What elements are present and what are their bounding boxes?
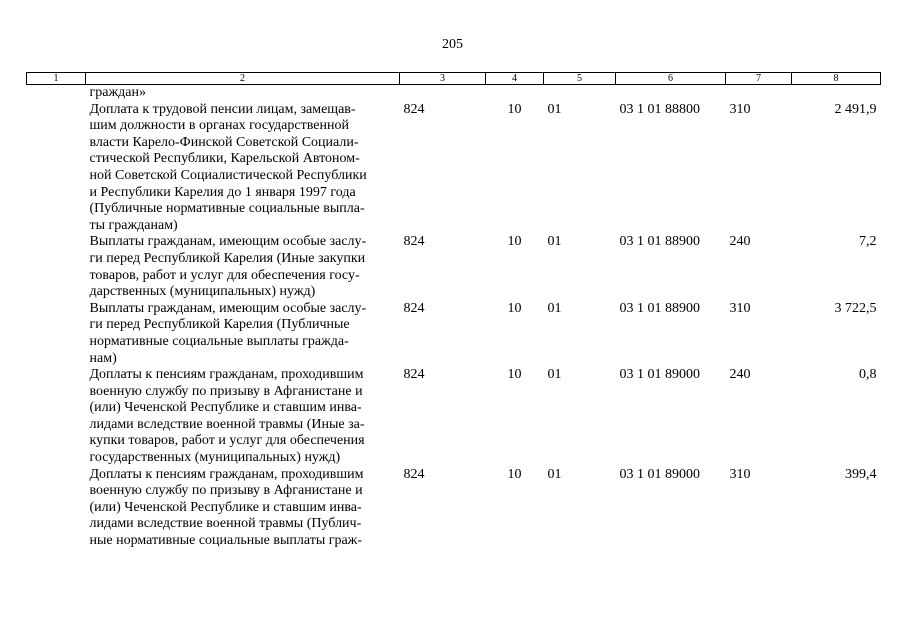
item-name-line: стической Республики, Карельской Автоном- xyxy=(89,151,360,167)
cell-amount xyxy=(792,85,881,102)
item-name-line: ные нормативные социальные выплаты граж- xyxy=(89,533,363,549)
cell-section xyxy=(486,85,544,102)
item-name-line: нам) xyxy=(89,350,117,366)
cell-row-number xyxy=(27,467,86,550)
cell-row-number xyxy=(27,367,86,467)
cell-row-number xyxy=(27,301,86,367)
cell-target-article xyxy=(616,85,726,102)
column-header-5: 5 xyxy=(544,73,616,85)
item-name-line: Доплата к трудовой пенсии лицам, замещав- xyxy=(89,101,356,117)
table-row xyxy=(27,467,881,550)
cell-amount: 0,8 xyxy=(859,367,877,383)
item-name-line: лидами вследствие военной травмы (Иные за- xyxy=(89,416,365,432)
item-name-line: и Республики Карелия до 1 января 1997 года xyxy=(89,184,356,200)
table-row xyxy=(27,102,881,235)
column-header-2: 2 xyxy=(86,73,400,85)
cell-admin-code: 824 xyxy=(403,367,425,383)
item-name-line: (Публичные нормативные социальные выпла- xyxy=(89,201,365,217)
cell-expense-type: 310 xyxy=(729,300,751,316)
item-name-line: нормативные социальные выплаты гражда- xyxy=(89,333,349,349)
item-name-line: товаров, работ и услуг для обеспечения госу- xyxy=(89,267,360,283)
item-name-line: (или) Чеченской Республике и ставшим инва- xyxy=(89,499,362,515)
cell-subsection xyxy=(544,85,616,102)
cell-item-name xyxy=(86,102,400,235)
cell-section: 10 xyxy=(507,466,522,482)
cell-admin-code: 824 xyxy=(403,234,425,250)
cell-subsection: 01 xyxy=(547,466,562,482)
column-header-7: 7 xyxy=(726,73,792,85)
cell-item-name xyxy=(86,367,400,467)
cell-subsection: 01 xyxy=(547,367,562,383)
item-name-line: дарственных (муниципальных) нужд) xyxy=(89,284,316,300)
cell-subsection: 01 xyxy=(547,101,562,117)
page-number: 205 xyxy=(442,37,463,52)
item-name-line: Доплаты к пенсиям гражданам, проходившим xyxy=(89,367,364,383)
cell-target-article: 03 1 01 88900 xyxy=(619,300,700,316)
item-name-line: Выплаты гражданам, имеющим особые заслу- xyxy=(89,300,367,316)
cell-amount: 2 491,9 xyxy=(834,101,877,117)
table-row xyxy=(27,234,881,300)
cell-row-number xyxy=(27,234,86,300)
cell-item-name xyxy=(86,467,400,550)
item-name-line: ги перед Республикой Карелия (Иные закупки xyxy=(89,250,366,266)
cell-target-article: 03 1 01 89000 xyxy=(619,466,700,482)
item-name-line: ной Советской Социалистической Республики xyxy=(89,167,367,183)
cell-section: 10 xyxy=(507,101,522,117)
cell-amount: 399,4 xyxy=(845,466,877,482)
table-row xyxy=(27,367,881,467)
cell-item-name xyxy=(86,85,400,102)
item-name-line: власти Карело-Финской Советской Социали- xyxy=(89,134,359,150)
cell-admin-code xyxy=(400,85,486,102)
cell-section: 10 xyxy=(507,300,522,316)
cell-admin-code: 824 xyxy=(403,300,425,316)
budget-table xyxy=(26,72,881,550)
item-name-line: ты гражданам) xyxy=(89,217,178,233)
cell-section: 10 xyxy=(507,234,522,250)
cell-admin-code: 824 xyxy=(403,101,425,117)
cell-item-name xyxy=(86,234,400,300)
cell-target-article: 03 1 01 88900 xyxy=(619,234,700,250)
column-header-4: 4 xyxy=(486,73,544,85)
item-name-line: военную службу по призыву в Афганистане и xyxy=(89,483,363,499)
cell-target-article: 03 1 01 89000 xyxy=(619,367,700,383)
item-name-line: ги перед Республикой Карелия (Публичные xyxy=(89,317,350,333)
cell-admin-code: 824 xyxy=(403,466,425,482)
cell-row-number xyxy=(27,102,86,235)
cell-section: 10 xyxy=(507,367,522,383)
table-row xyxy=(27,85,881,102)
cell-expense-type: 310 xyxy=(729,466,751,482)
cell-expense-type: 240 xyxy=(729,234,751,250)
column-header-1: 1 xyxy=(27,73,86,85)
table-row xyxy=(27,301,881,367)
cell-expense-type: 240 xyxy=(729,367,751,383)
item-name-line: граждан» xyxy=(89,85,146,100)
column-header-8: 8 xyxy=(792,73,881,85)
column-header-6: 6 xyxy=(616,73,726,85)
cell-expense-type: 310 xyxy=(729,101,751,117)
cell-subsection: 01 xyxy=(547,300,562,316)
cell-expense-type xyxy=(726,85,792,102)
column-number-header-row xyxy=(27,73,881,85)
column-header-3: 3 xyxy=(400,73,486,85)
item-name-line: государственных (муниципальных) нужд) xyxy=(89,450,341,466)
cell-amount: 7,2 xyxy=(859,234,877,250)
cell-item-name xyxy=(86,301,400,367)
cell-amount: 3 722,5 xyxy=(834,300,877,316)
item-name-line: шим должности в органах государственной xyxy=(89,118,349,134)
cell-target-article: 03 1 01 88800 xyxy=(619,101,700,117)
item-name-line: военную службу по призыву в Афганистане и xyxy=(89,383,363,399)
item-name-line: (или) Чеченской Республике и ставшим инва- xyxy=(89,400,362,416)
cell-row-number xyxy=(27,85,86,102)
item-name-line: Доплаты к пенсиям гражданам, проходившим xyxy=(89,466,364,482)
cell-subsection: 01 xyxy=(547,234,562,250)
table-body xyxy=(27,85,881,550)
item-name-line: лидами вследствие военной травмы (Публич- xyxy=(89,516,362,532)
item-name-line: купки товаров, работ и услуг для обеспечения xyxy=(89,433,365,449)
item-name-line: Выплаты гражданам, имеющим особые заслу- xyxy=(89,234,367,250)
